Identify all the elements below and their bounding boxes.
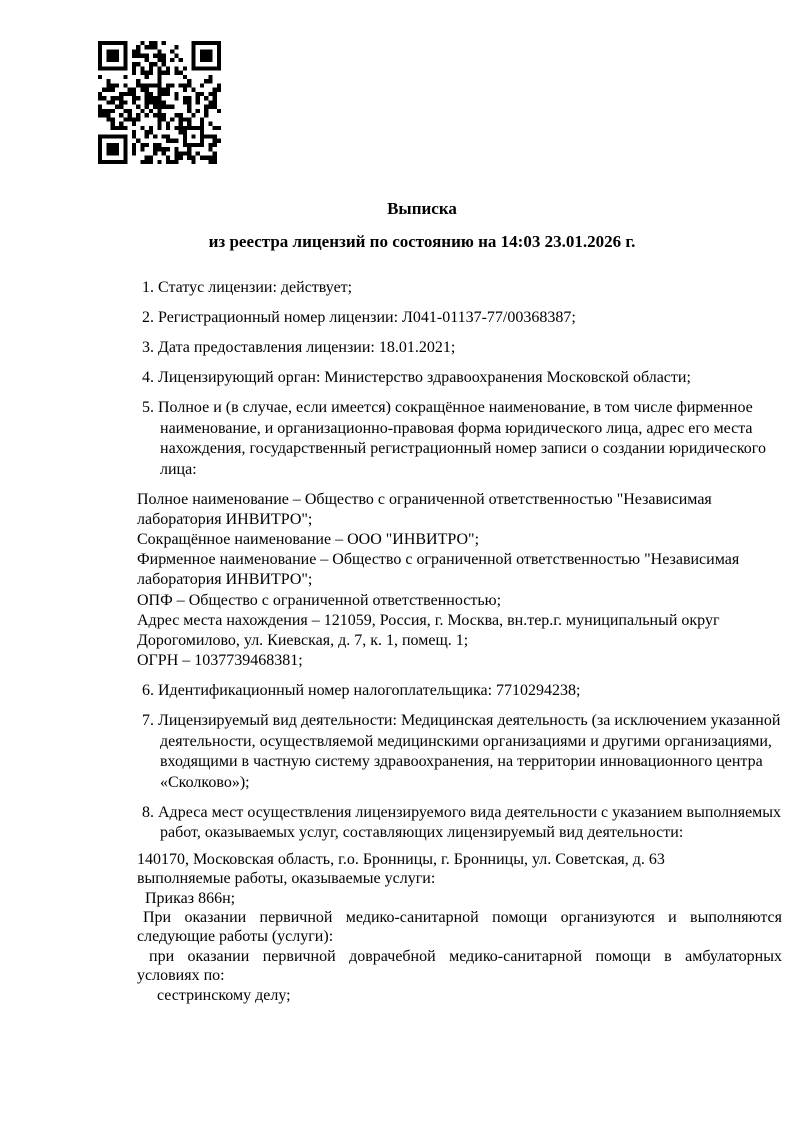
org-brand-name: Фирменное наименование – Общество с ограниченной ответственностью "Независимая лаборатория ИНВИТРО"; [137, 551, 740, 589]
paragraph-registration-number: 2. Регистрационный номер лицензии: Л041-01137-77/00368387; [142, 309, 576, 326]
paragraph-inn: 6. Идентификационный номер налогоплательщика: 7710294238; [142, 682, 581, 700]
works-primary-care-line1: При оказании первичной медико-санитарной помощи организуются и выполняются [143, 909, 782, 927]
paragraph-addresses-heading: 8. Адреса мест осуществления лицензируемого вида деятельности с указанием выполняемых работ, оказываемых услуг, составляющих лицензируемый вид деятельности: [142, 803, 782, 842]
works-block [137, 850, 782, 1005]
org-details-block [137, 490, 782, 672]
works-order: Приказ 866н; [145, 889, 236, 907]
org-legal-form: ОПФ – Общество с ограниченной ответственностью; [137, 591, 502, 609]
works-address: 140170, Московская область, г.о. Бронницы, г. Бронницы, ул. Советская, д. 63 [137, 850, 665, 868]
works-prehospital-line2: условиях по: [137, 967, 225, 985]
works-intro: выполняемые работы, оказываемые услуги: [137, 870, 436, 888]
paragraph-licensing-authority: 4. Лицензирующий орган: Министерство здравоохранения Московской области; [142, 369, 691, 386]
org-address: Адрес места нахождения – 121059, Россия, г. Москва, вн.тер.г. муниципальный округ Дорогомилово, ул. Киевская, д. 7, к. 1, помещ. 1; [137, 611, 720, 649]
works-prehospital-line1: при оказании первичной доврачебной медико-санитарной помощи в амбулаторных [149, 947, 782, 965]
document-body [137, 0, 782, 1005]
paragraph-licensed-activity: 7. Лицензируемый вид деятельности: Медицинская деятельность (за исключением указанной деятельности, осуществляемой медицинскими организациями и другими организациями, входящими в частную систему здравоохранения, на территории инновационного центра «Сколково»); [142, 712, 781, 791]
org-short-name: Сокращённое наименование – ООО "ИНВИТРО"; [137, 530, 480, 548]
document-subtitle: из реестра лицензий по состоянию на 14:03 23.01.2026 г. [208, 232, 636, 251]
org-full-name: Полное наименование – Общество с ограниченной ответственностью "Независимая лаборатория ИНВИТРО"; [137, 490, 712, 528]
org-ogrn: ОГРН – 1037739468381; [137, 652, 303, 670]
works-primary-care-line2: следующие работы (услуги): [137, 928, 334, 946]
paragraph-grant-date: 3. Дата предоставления лицензии: 18.01.2021; [142, 339, 456, 356]
works-nursing: сестринскому делу; [157, 986, 291, 1004]
document-title: Выписка [387, 199, 457, 218]
paragraph-org-info-heading: 5. Полное и (в случае, если имеется) сокращённое наименование, в том числе фирменное наименование, и организационно-правовая форма юридического лица, адрес его места нахождения, государственный регистрационный номер записи о создании юридического лица: [142, 399, 766, 478]
paragraph-license-status: 1. Статус лицензии: действует; [142, 279, 353, 296]
